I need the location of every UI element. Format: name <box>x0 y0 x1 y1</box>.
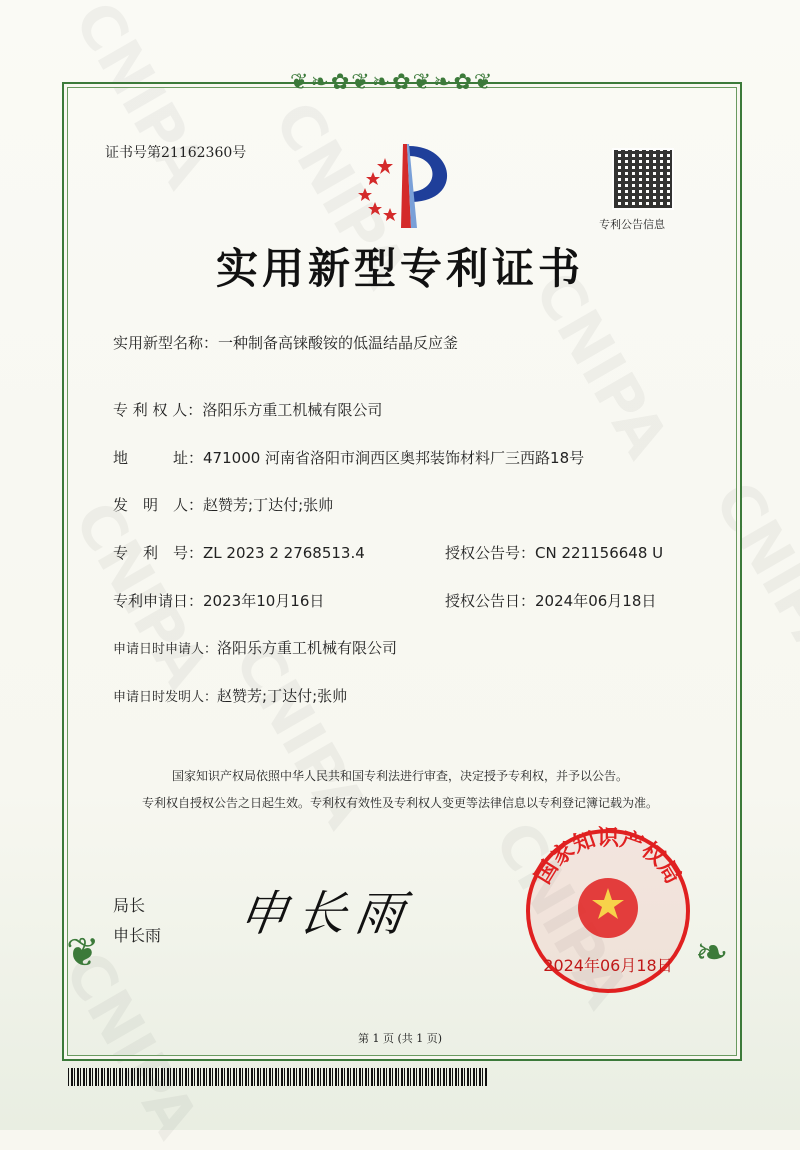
inventors <box>113 494 333 515</box>
field-value: CN 221156648 U <box>535 544 664 562</box>
field-value: 洛阳乐方重工机械有限公司 <box>217 639 398 657</box>
page-number: 第 1 页 (共 1 页) <box>357 1032 443 1045</box>
qr-label: 专利公告信息 <box>599 218 665 231</box>
signatory-title: 局长 <box>113 896 146 915</box>
corner-ornament-icon: ❧ <box>695 930 729 976</box>
field-value: 赵赞芳;丁达付;张帅 <box>203 496 334 514</box>
grant-date <box>445 590 656 611</box>
field-label: 授权公告号： <box>445 544 536 562</box>
filing-date <box>113 590 324 611</box>
barcode <box>68 1068 488 1086</box>
cnipa-logo-icon <box>345 140 465 230</box>
field-label: 授权公告日： <box>445 592 536 610</box>
applicant-at-filing <box>113 637 397 658</box>
field-value: 赵赞芳;丁达付;张帅 <box>217 687 348 705</box>
field-value: 471000 河南省洛阳市涧西区奥邦装饰材料厂三西路18号 <box>203 449 585 467</box>
grant-publication-number <box>445 542 663 563</box>
certificate-number: 证书号第21162360号 <box>105 145 247 161</box>
field-value: 2023年10月16日 <box>203 592 325 610</box>
field-value: 一种制备高铼酸铵的低温结晶反应釜 <box>218 334 459 352</box>
seal-date: 2024年06月18日 <box>543 956 673 975</box>
field-value: 2024年06月18日 <box>535 592 657 610</box>
field-label: 专利申请日： <box>113 592 204 610</box>
field-label: 申请日时发明人： <box>113 690 218 705</box>
inventor-at-filing <box>113 685 347 706</box>
patent-number <box>113 542 365 563</box>
qr-code[interactable] <box>612 148 674 210</box>
field-label: 发 明 人： <box>113 496 204 514</box>
field-label: 实用新型名称： <box>113 334 219 352</box>
field-value: ZL 2023 2 2768513.4 <box>203 544 365 562</box>
field-label: 专 利 权 人： <box>113 401 203 419</box>
handwritten-signature: 申长雨 <box>235 886 418 942</box>
top-ornament-icon: ❦❧✿❦❧✿❦❧✿❦ <box>290 70 495 95</box>
official-seal <box>523 826 693 996</box>
corner-ornament-icon: ❦ <box>66 930 100 976</box>
utility-model-name <box>113 332 458 353</box>
address <box>113 447 584 468</box>
field-value: 洛阳乐方重工机械有限公司 <box>202 401 383 419</box>
field-label: 申请日时申请人： <box>113 642 218 657</box>
patent-owner <box>113 399 382 420</box>
page-title: 实用新型专利证书 <box>215 244 584 293</box>
signatory-name: 申长雨 <box>113 926 162 945</box>
notice-line-2: 专利权自授权公告之日起生效。专利权有效性及专利权人变更等法律信息以专利登记簿记载为准。 <box>141 796 658 810</box>
notice-line-1: 国家知识产权局依照中华人民共和国专利法进行审查，决定授予专利权，并予以公告。 <box>171 769 628 783</box>
field-label: 专 利 号： <box>113 544 204 562</box>
seal-text: 国家知识产权局 <box>530 826 686 889</box>
field-label: 地 址： <box>113 449 204 467</box>
